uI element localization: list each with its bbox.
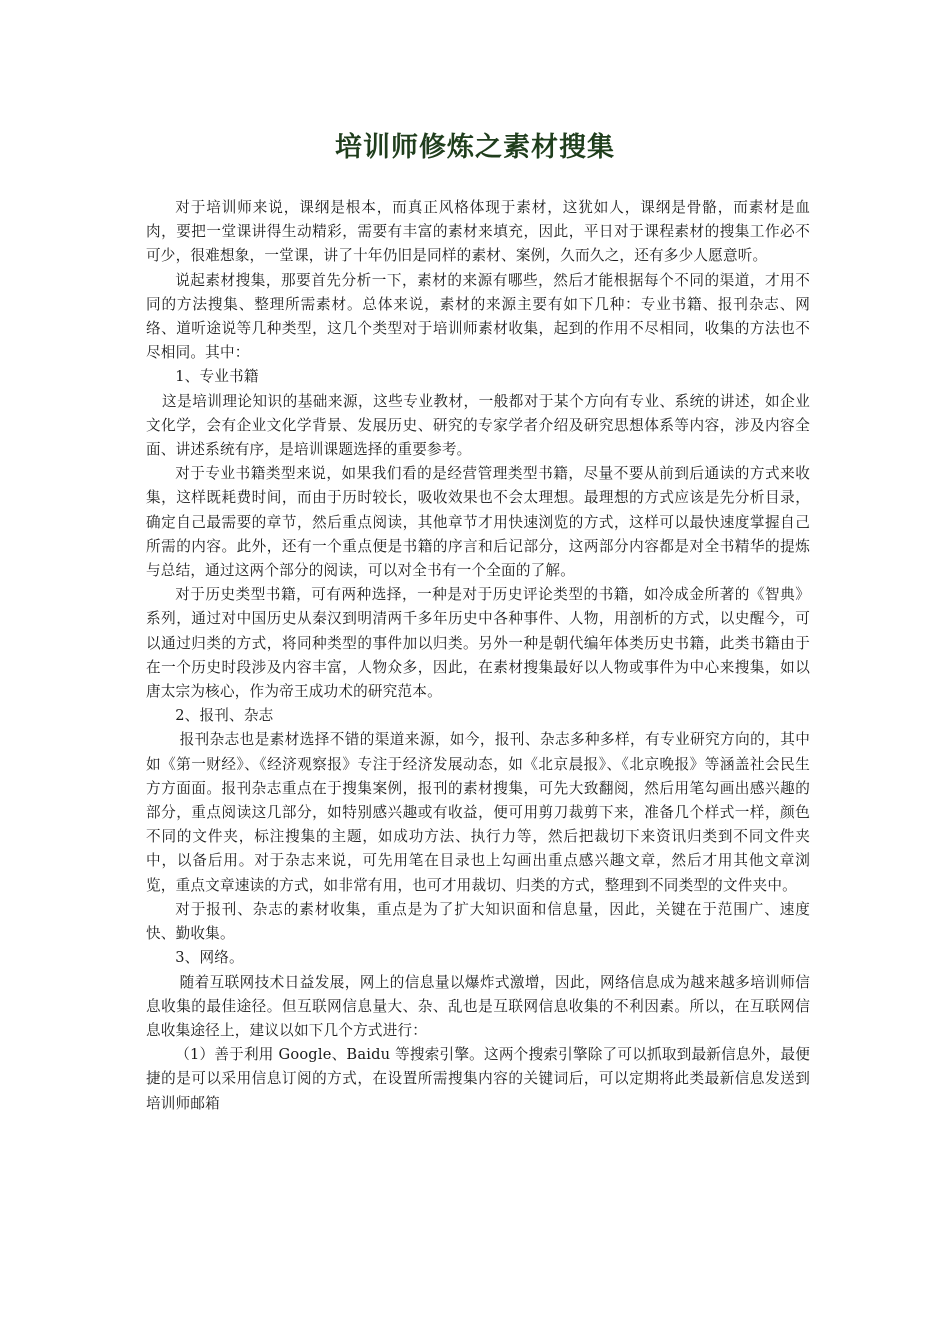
section-heading: 3、网络。 (175, 949, 244, 967)
paragraph: 说起素材搜集，那要首先分析一下，素材的来源有哪些，然后才能根据每个不同的渠道，才用不同的方法搜集、整理所需素材。总体来说，素材的来源主要有如下几种：专业书籍、报刊杂志、网络、道听途说等几种类型，这几个类型对于培训师素材收集，起到的作用不尽相同，收集的方法也不尽相同。其中： (146, 271, 810, 362)
paragraph: 对于历史类型书籍，可有两种选择，一种是对于历史评论类型的书籍，如冷成金所著的《智典》系列，通过对中国历史从秦汉到明清两千多年历史中各种事件、人物，用剖析的方式，以史醒今，可以通过归类的方式，将同种类型的事件加以归类。另外一种是朝代编年体类历史书籍，此类书籍由于在一个历史时段涉及内容丰富，人物众多，因此，在素材搜集最好以人物或事件为中心来搜集，如以唐太宗为核心，作为帝王成功术的研究范本。 (146, 586, 810, 701)
section-heading: 2、报刊、杂志 (175, 707, 274, 725)
document-title: 培训师修炼之素材搜集 (335, 132, 615, 163)
document-body (146, 196, 810, 1116)
paragraph: 这是培训理论知识的基础来源，这些专业教材，一般都对于某个方向有专业、系统的讲述，如企业文化学，会有企业文化学背景、发展历史、研究的专家学者介绍及研究思想体系等内容，涉及内容全面、讲述系统有序，是培训课题选择的重要参考。 (146, 392, 810, 459)
paragraph: 对于培训师来说，课纲是根本，而真正风格体现于素材，这犹如人，课纲是骨骼，而素材是血肉，要把一堂课讲得生动精彩，需要有丰富的素材来填充，因此，平日对于课程素材的搜集工作必不可少，很难想象，一堂课，讲了十年仍旧是同样的素材、案例，久而久之，还有多少人愿意听。 (146, 199, 810, 265)
paragraph: 对于报刊、杂志的素材收集，重点是为了扩大知识面和信息量，因此，关键在于范围广、速度快、勤收集。 (146, 900, 810, 943)
paragraph: （1）善于利用 Google、Baidu 等搜索引擎。这两个搜索引擎除了可以抓取到最新信息外，最便捷的是可以采用信息订阅的方式，在设置所需搜集内容的关键词后，可以定期将此类最新信息发送到培训师邮箱 (146, 1046, 810, 1112)
paragraph: 报刊杂志也是素材选择不错的渠道来源，如今，报刊、杂志多种多样，有专业研究方向的，其中如《第一财经》、《经济观察报》专注于经济发展动态，如《北京晨报》、《北京晚报》等涵盖社会民生方方面面。报刊杂志重点在于搜集案例，报刊的素材搜集，可先大致翻阅，然后用笔勾画出感兴趣的部分，重点阅读这几部分，如特别感兴趣或有收益，便可用剪刀裁剪下来，准备几个样式一样，颜色不同的文件夹，标注搜集的主题，如成功方法、执行力等，然后把裁切下来资讯归类到不同文件夹中，以备后用。对于杂志来说，可先用笔在目录也上勾画出重点感兴趣文章，然后才用其他文章浏览，重点文章速读的方式，如非常有用，也可才用裁切、归类的方式，整理到不同类型的文件夹中。 (146, 731, 810, 894)
paragraph: 对于专业书籍类型来说，如果我们看的是经营管理类型书籍，尽量不要从前到后通读的方式来收集，这样既耗费时间，而由于历时较长，吸收效果也不会太理想。最理想的方式应该是先分析目录，确定自己最需要的章节，然后重点阅读，其他章节才用快速浏览的方式，这样可以最快速度掌握自己所需的内容。此外，还有一个重点便是书籍的序言和后记部分，这两部分内容都是对全书精华的提炼与总结，通过这两个部分的阅读，可以对全书有一个全面的了解。 (146, 465, 810, 580)
paragraph: 随着互联网技术日益发展，网上的信息量以爆炸式激增，因此，网络信息成为越来越多培训师信息收集的最佳途径。但互联网信息量大、杂、乱也是互联网信息收集的不利因素。所以，在互联网信息收集途径上，建议以如下几个方式进行： (146, 973, 810, 1039)
section-heading: 1、专业书籍 (175, 368, 259, 386)
